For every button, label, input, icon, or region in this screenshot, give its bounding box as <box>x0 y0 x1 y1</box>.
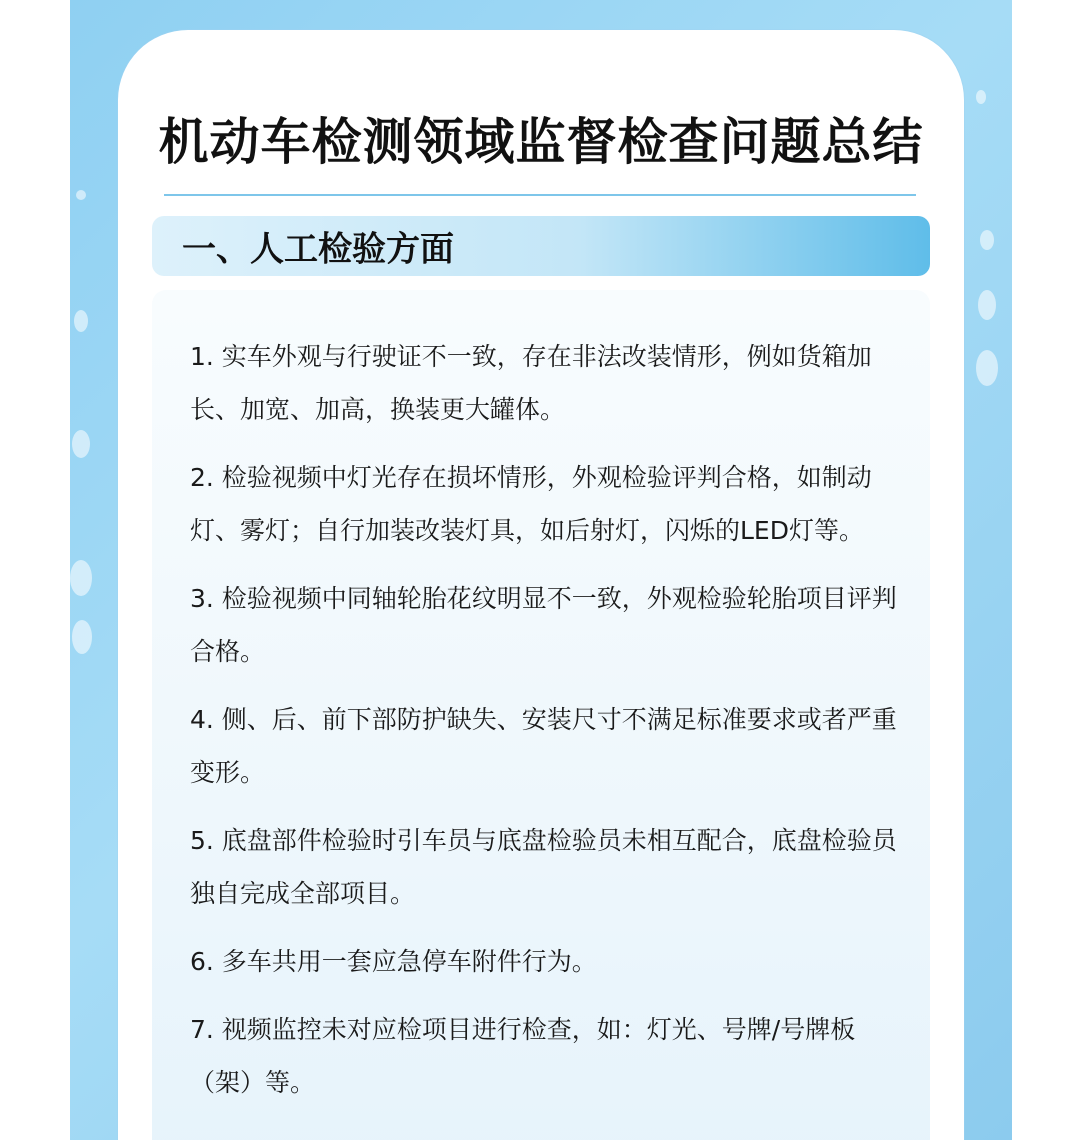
section-banner <box>152 216 930 276</box>
list-item: 4. 侧、后、前下部防护缺失、安装尺寸不满足标准要求或者严重变形。 <box>190 705 897 787</box>
list-item: 2. 检验视频中灯光存在损坏情形，外观检验评判合格，如制动灯、雾灯；自行加装改装灯具，如后射灯，闪烁的LED灯等。 <box>190 463 872 545</box>
list-item: 7. 视频监控未对应检项目进行检查，如：灯光、号牌/号牌板（架）等。 <box>190 1015 856 1097</box>
list-item: 3. 检验视频中同轴轮胎花纹明显不一致，外观检验轮胎项目评判合格。 <box>190 584 897 666</box>
decorative-bubble <box>76 190 86 200</box>
title-divider <box>164 194 916 196</box>
decorative-bubble <box>74 310 88 332</box>
list-item: 5. 底盘部件检验时引车员与底盘检验员未相互配合，底盘检验员独自完成全部项目。 <box>190 826 897 908</box>
list-item: 1. 实车外观与行驶证不一致，存在非法改装情形，例如货箱加长、加宽、加高，换装更大罐体。 <box>190 342 872 424</box>
section-title: 一、人工检验方面 <box>182 229 454 270</box>
issue-list <box>190 330 902 1124</box>
decorative-bubble <box>980 230 994 250</box>
decorative-bubble <box>978 290 996 320</box>
document-title: 机动车检测领域监督检查问题总结 <box>158 113 924 171</box>
decorative-bubble <box>72 620 92 654</box>
decorative-bubble <box>72 430 90 458</box>
decorative-bubble <box>70 560 92 596</box>
document-card <box>118 30 964 1140</box>
decorative-bubble <box>976 90 986 104</box>
decorative-bubble <box>976 350 998 386</box>
content-box <box>152 290 930 1140</box>
list-item: 6. 多车共用一套应急停车附件行为。 <box>190 947 597 976</box>
